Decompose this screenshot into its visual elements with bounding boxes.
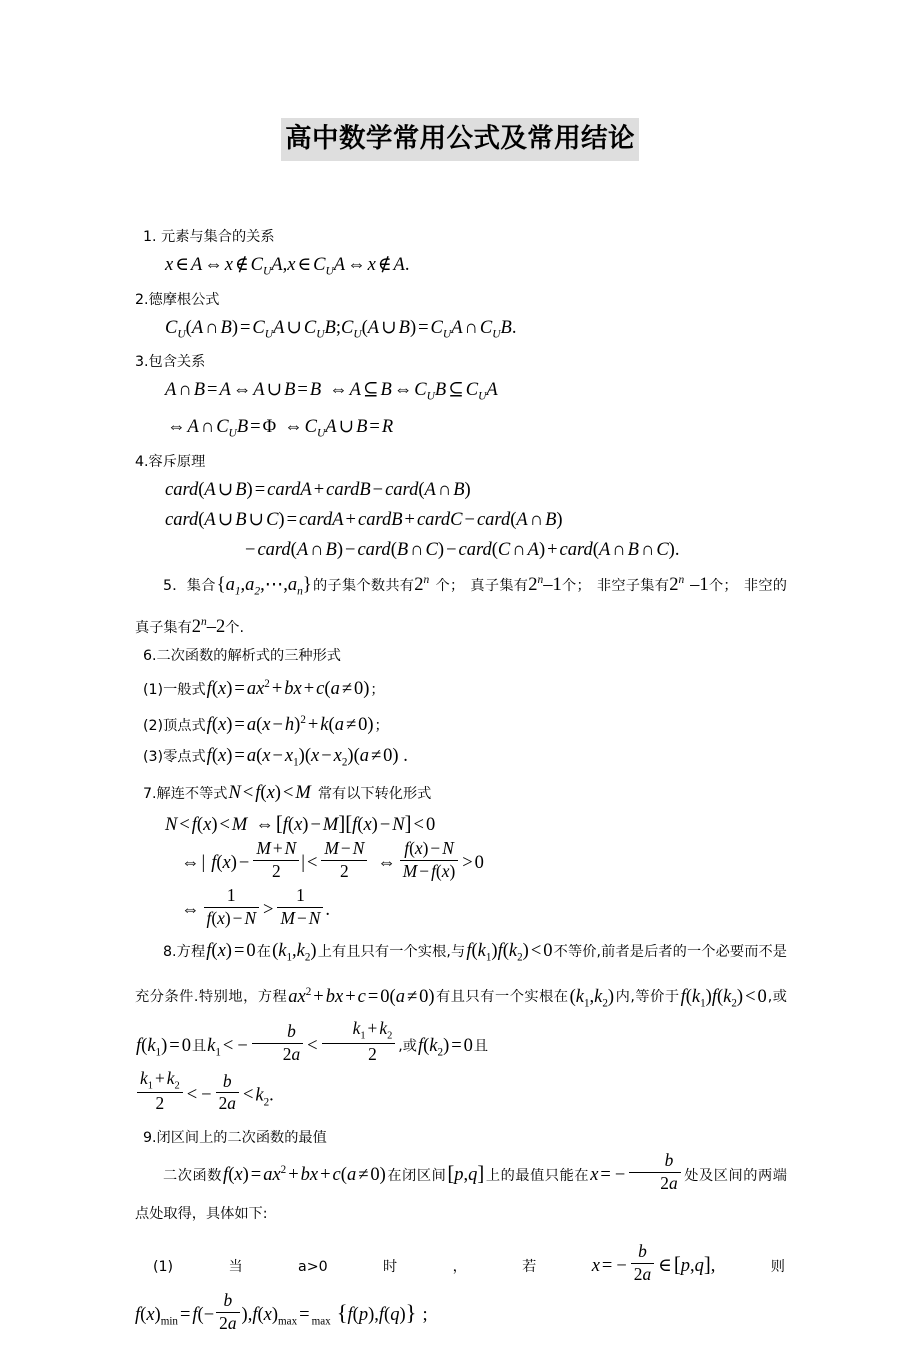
section-6-form-3-label: (3)零点式 [143,749,206,766]
section-7-formula-line-2: ⇔ | f(x) − $\frac{M + N}{2}$ | < $\frac{M - N}{2}$ ⇔ $\frac{f(x) - N}{M - f(x)}$ > 0 [181,839,484,881]
page-title-container [0,0,920,161]
section-8-text-8: 且 [191,1038,207,1055]
section-6-form-1: (1)一般式$f(x) = ax^2$ + bx + c(a ≠ 0)； [143,677,385,699]
section-9-text-3: 上的最值只能在 [485,1168,590,1185]
document-body [135,224,787,1347]
section-5-text-8: 非空的真子集有 [135,577,787,636]
section-5-text-1: 集合 [186,577,216,594]
section-9-text-4: 处及区间的两端点处取得，具体如下: [135,1168,787,1223]
section-5-text-5: 个； [561,577,591,594]
section-8-number: 8. [163,943,177,960]
section-5-text-6: 非空子集有 [596,577,670,594]
section-5-paragraph: 5．集合$\{a_1,a_2,\cdots,a_n\}$的子集个数共有2$^n$ 个； 真子集有2$^n$–1个； 非空子集有2$^n$ –1个； 非空的真子集有2$^n$–2个. [135,573,787,637]
section-4-formula-line-2: card(A ∪ B ∪ C) = cardA + cardB + cardC − card(A ∩ B) [165,509,563,530]
section-4-formula-line-3: − card(A ∩ B) − card(B ∩ C) − card(C ∩ A) + card(A ∩ B ∩ C). [245,539,680,560]
section-5-text-7: 个； [708,577,738,594]
section-8-paragraph: 8.方程f(x) = 0在$(k_1,k_2)$上有且只有一个实根,与$f(k_1)f(k_2) < 0$不等价,前者是后者的一个必要而不是充分条件.特别地，方程$ax^2$ + bx + c = 0(a ≠ 0)有且只有一个实根在$(k_1,k_2)$内,等价于$f(k_1)f(k_2) < 0$,或$f(k_1) = 0$且$k_1$ < − $\frac{b}{2a}$ < $\frac{k_1 + k_2}{2}$ ,或$f(k_2) = 0$且 [135,940,787,1065]
section-5-text-2: 的子集个数共有 [312,577,415,594]
section-4-heading: 4.容斥原理 [135,453,206,470]
section-1-formula: x ∈ A ⇔ x ∉ $C_UA,x$ ∈ $C_UA$ ⇔ x ∉ A. [165,255,410,278]
section-6-form-3: (3)零点式$f(x) = a(x - x_1)(x - x_2)(a \ne 0)$ . [143,746,408,769]
section-9-case-1-condition: a>0 [298,1258,328,1275]
section-5-text-4: 真子集有 [470,577,529,594]
section-9-case-1-then: 则 [770,1258,785,1275]
section-5-text-3: 个； [435,577,465,594]
section-9-case-1-word-3: 时 [383,1258,398,1275]
section-9-text-1: 二次函数 [163,1168,223,1185]
section-9-case-1-word-1: 当 [228,1258,243,1275]
section-8-text-9: ,或 [398,1038,417,1055]
section-5-number: 5． [163,577,187,594]
section-3-formula-line-2: ⇔ A ∩ $C_UB = \Phi$ ⇔ $C_UA$ ∪ B = R [167,417,394,440]
section-8-text-1: 方程 [176,943,206,960]
section-8-formula-tail: $\frac{k_1 + k_2}{2}$ < − $\frac{b}{2a}$ < $k_2$. [135,1070,787,1125]
section-9-case-1-word-5: 若 [522,1258,537,1275]
section-4-formula-line-1: card(A ∪ B) = cardA + cardB − card(A ∩ B) [165,479,471,500]
section-2-heading: 2.德摩根公式 [135,291,220,308]
section-3-heading: 3.包含关系 [135,354,206,371]
section-1-heading: 1. 元素与集合的关系 [143,229,275,245]
section-9-case-1-comma: ， [452,1258,467,1275]
section-8-text-10: 且 [473,1038,489,1055]
section-7-heading-pre: 7.解连不等式 [143,785,228,802]
section-9-case-1-math: x = − $\frac{b}{2a}$ ∈[p,q], [591,1242,716,1284]
section-9-case-1-label: (1) [153,1258,174,1275]
section-9-case-1-line [135,1243,787,1288]
page-title: 高中数学常用公式及常用结论 [281,118,639,161]
section-7-formula-line-1: N < f(x) < M ⇔[f(x) − M][f(x) − N] < 0 [165,812,436,835]
section-8-text-2: 在 [256,943,272,960]
section-5-text-9: 个. [225,619,244,636]
section-8-text-6: 内,等价于 [615,989,680,1006]
section-6-form-2-label: (2)顶点式 [143,718,206,735]
section-3-formula-line-1: A ∩ B = A ⇔ A ∪ B = B ⇔ A ⊆ B ⇔ $C_UB$ ⊆ $C_UA$ [165,380,498,404]
section-9-heading: 9.闭区间上的二次函数的最值 [143,1130,327,1147]
section-2-formula: $C_U(A$ ∩ $B) = C_UA$ ∪ $C_UB;C_U(A$ ∪ $B) = C_UA$ ∩ $C_UB$. [165,317,517,341]
section-7-heading: 7.解连不等式N < f(x) < M 常有以下转化形式 [143,782,432,803]
section-6-form-1-label: (1)一般式 [143,681,206,698]
section-8-text-4: 不等价,前者是后者的一个必要而不是充分条件.特别地，方程 [135,943,787,1006]
section-8-text-5: 有且只有一个实根在 [435,989,569,1006]
section-9-case-1-formula: $f(x)_{min} = f(-$ $\frac{b}{2a}$ )$,f(x)_{max} = _{max}$ {f(p),f(q)} ; [135,1291,428,1333]
section-9-paragraph: 二次函数$f(x) = ax^2$ + bx + c(a ≠ 0)在闭区间[p,q]上的最值只能在x = − $\frac{b}{2a}$ 处及区间的两端点处取得，具体如下: [135,1151,787,1223]
section-8-text-7: ,或 [767,989,787,1006]
section-6-form-2: (2)顶点式$f(x) = a(x - h)^2 + k(a \ne 0)$； [143,713,389,736]
section-7-heading-post: 常有以下转化形式 [317,785,432,802]
section-6-heading: 6.二次函数的解析式的三种形式 [143,647,341,664]
section-8-text-3: 上有且只有一个实根,与 [317,943,466,960]
section-7-formula-line-3: ⇔ $\frac{1}{f(x) - N}$ > $\frac{1}{M - N}$ . [181,886,330,928]
section-9-text-2: 在闭区间 [386,1168,447,1185]
